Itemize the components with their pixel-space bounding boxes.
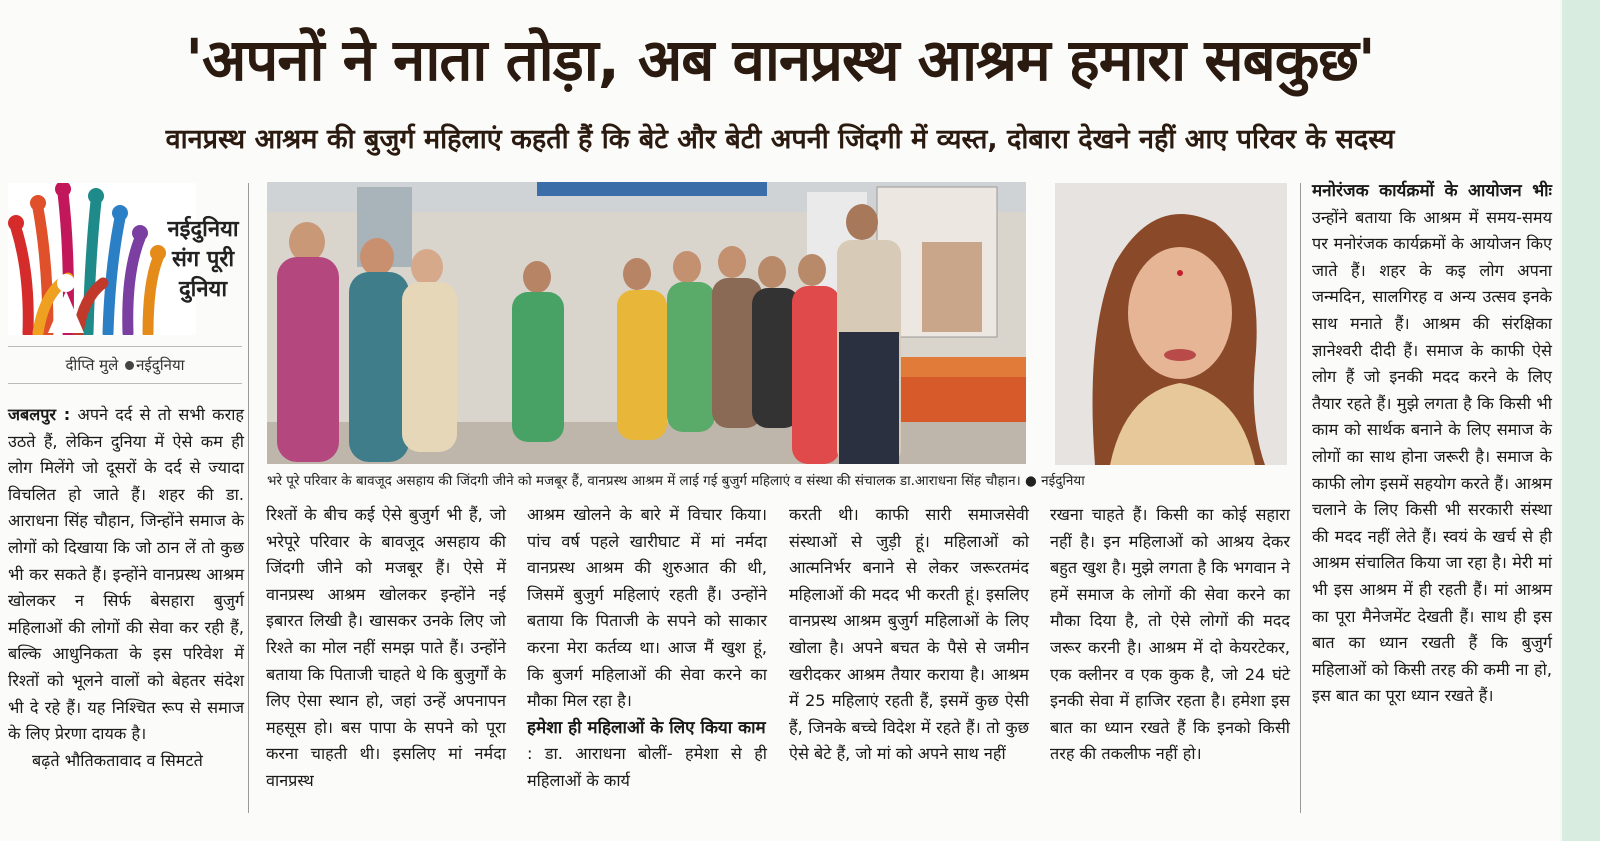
article-column-5 (1050, 502, 1290, 768)
page-edge-strip (1562, 0, 1600, 841)
column-6-subhead: मनोरंजक कार्यक्रमों के आयोजन भीः (1312, 181, 1552, 201)
column-1-text: अपने दर्द से तो सभी कराह उठते हैं, लेकिन दुनिया में ऐसे कम ही लोग मिलेंगे जो दूसरों के दर्द से ज्यादा विचलित हो जाते हैं। शहर की डा. आराधना सिंह चौहान, जिन्होंने समाज के लोगों को दिखाया कि जो ठान लें तो कुछ भी कर सकते हैं। इन्होंने वानप्रस्थ आश्रम खोलकर न सिर्फ बेसहारा बुजुर्ग महिलाओं की लोगों की सेवा कर रही हैं, बल्कि आधुनिकता के इस परिवेश में रिश्तों को भूलने वालों को बेहतर संदेश भी दे रहे हैं। यह निश्चित रूप से समाज के लिए प्रेरणा दायक है। (8, 405, 244, 744)
naidunia-logo (8, 183, 239, 335)
column-3-text: आश्रम खोलने के बारे में विचार किया। पांच वर्ष पहले खारीघाट में मां नर्मदा वानप्रस्थ आश्रम की शुरुआत की थी, जिसमें बुजुर्ग महिलाएं रहती हैं। उन्होंने बताया कि पिताजी के सपने को साकार करना मेरा कर्तव्य था। आज मैं खुश हूं, कि बुजर्ग महिलाओं की सेवा करने का मौका मिल रहा है। (527, 505, 767, 711)
byline-source: नईदुनिया (136, 356, 185, 374)
column-5-text: रखना चाहते हैं। किसी का कोई सहारा नहीं है। इन महिलाओं को आश्रय देकर बहुत खुश है। मुझे लगता है कि भगवान ने हमें समाज के लोगों की सेवा करने का मौका दिया है, तो ऐसे लोगों की मदद जरूर करनी है। आश्रम में दो केयरटेकर, एक क्लीनर व एक कुक है, जो 24 घंटे इनकी सेवा में हाजिर रहता है। हमेशा इस बात का ध्यान रखते हैं कि इनको किसी तरह की तकलीफ नहीं हो। (1050, 505, 1290, 764)
article-column-3 (527, 502, 767, 795)
column-3-after: : डा. आराधना बोलीं- हमेशा से ही महिलाओं के कार्य (527, 744, 767, 790)
group-photo (267, 182, 1026, 464)
column-1-tail: बढ़ते भौतिकतावाद व सिमटते (32, 750, 203, 770)
article-column-1 (8, 402, 244, 774)
portrait-photo (1055, 183, 1287, 465)
logo-line-3: दुनिया (178, 277, 228, 302)
article-column-2 (266, 502, 506, 795)
column-divider (1300, 183, 1301, 813)
column-3-subhead: हमेशा ही महिलाओं के लिए किया काम (527, 717, 766, 738)
byline (8, 346, 242, 384)
column-4-text: करती थी। काफी सारी समाजसेवी संस्थाओं से जुड़ी हूं। महिलाओं को आत्मनिर्भर बनाने से लेकर जरूरतमंद महिलाओं की मदद भी करती हूं। इसलिए वानप्रस्थ आश्रम बुजुर्ग महिलाओं के लिए खोला है। अपने बचत के पैसे से जमीन खरीदकर आश्रम तैयार कराया है। आश्रम में 25 महिलाएं रहती हैं, इसमें कुछ ऐसी हैं, जिनके बच्चे विदेश में रहते हैं। तो कुछ ऐसे बेटे हैं, जो मां को अपने साथ नहीं (789, 505, 1029, 764)
subheadline: वानप्रस्थ आश्रम की बुजुर्ग महिलाएं कहती हैं कि बेटे और बेटी अपनी जिंदगी में व्यस्त, दोबारा देखने नहीं आए परिवर के सदस्य (165, 124, 1395, 155)
logo-line-1: नईदुनिया (167, 217, 239, 242)
logo-tagline (148, 215, 258, 305)
article-column-6 (1312, 178, 1552, 710)
column-divider (248, 183, 249, 813)
dateline: जबलपुर : (8, 405, 71, 424)
article-column-4 (789, 502, 1029, 768)
logo-line-2: संग पूरी (171, 247, 235, 272)
column-2-text: रिश्तों के बीच कई ऐसे बुजुर्ग भी हैं, जो भरेपूरे परिवार के बावजूद असहाय की जिंदगी जीने को मजबूर हैं। ऐसे में वानप्रस्थ आश्रम खोलकर इन्होंने नई इबारत लिखी है। खासकर उनके लिए जो रिश्ते का मोल नहीं समझ पाते हैं। उन्होंने बताया कि पिताजी चाहते थे कि बुजुर्गों के लिए ऐसा स्थान हो, जहां उन्हें अपनापन महसूस हो। बस पापा के सपने को पूरा करना चाहती थी। इसलिए मां नर्मदा वानप्रस्थ (266, 505, 506, 790)
photo-caption: भरे पूरे परिवार के बावजूद असहाय की जिंदगी जीने को मजबूर हैं, वानप्रस्थ आश्रम में लाई गई बुजुर्ग महिलाएं व संस्था की संचालक डा.आराधना सिंह चौहान। ● नईदुनिया (267, 473, 1085, 489)
bullet-icon (125, 361, 134, 370)
column-6-text: उन्होंने बताया कि आश्रम में समय-समय पर मनोरंजक कार्यक्रमों के आयोजन किए जाते हैं। शहर के कइ लोग अपना जन्मदिन, सालगिरह व अन्य उत्सव इनके साथ मनाते हैं। आश्रम की संरक्षिका ज्ञानेश्वरी दीदी हैं। समाज के काफी ऐसे लोग हैं जो इनकी मदद करने के लिए तैयार रहते हैं। मुझे लगता है कि किसी भी काम को सार्थक बनाने के लिए समाज के लोगों का साथ होना जरूरी है। समाज के काफी लोग इसमें सहयोग करते हैं। आश्रम चलाने के लिए किसी भी सरकारी संस्था की मदद नहीं लेते हैं। स्वयं के खर्च से ही आश्रम संचालित किया जा रहा है। मेरी मां भी इस आश्रम में ही रहती हैं। मां आश्रम का पूरा मैनेजमेंट देखती हैं। साथ ही इस बात का ध्यान रखती हैं कि बुजुर्ग महिलाओं को किसी तरह की कमी ना हो, इस बात का पूरा ध्यान रखते हैं। (1312, 207, 1552, 706)
byline-author: दीप्ति मुले (65, 356, 119, 374)
headline: 'अपनों ने नाता तोड़ा, अब वानप्रस्थ आश्रम हमारा सबकुछ' (185, 26, 1375, 94)
